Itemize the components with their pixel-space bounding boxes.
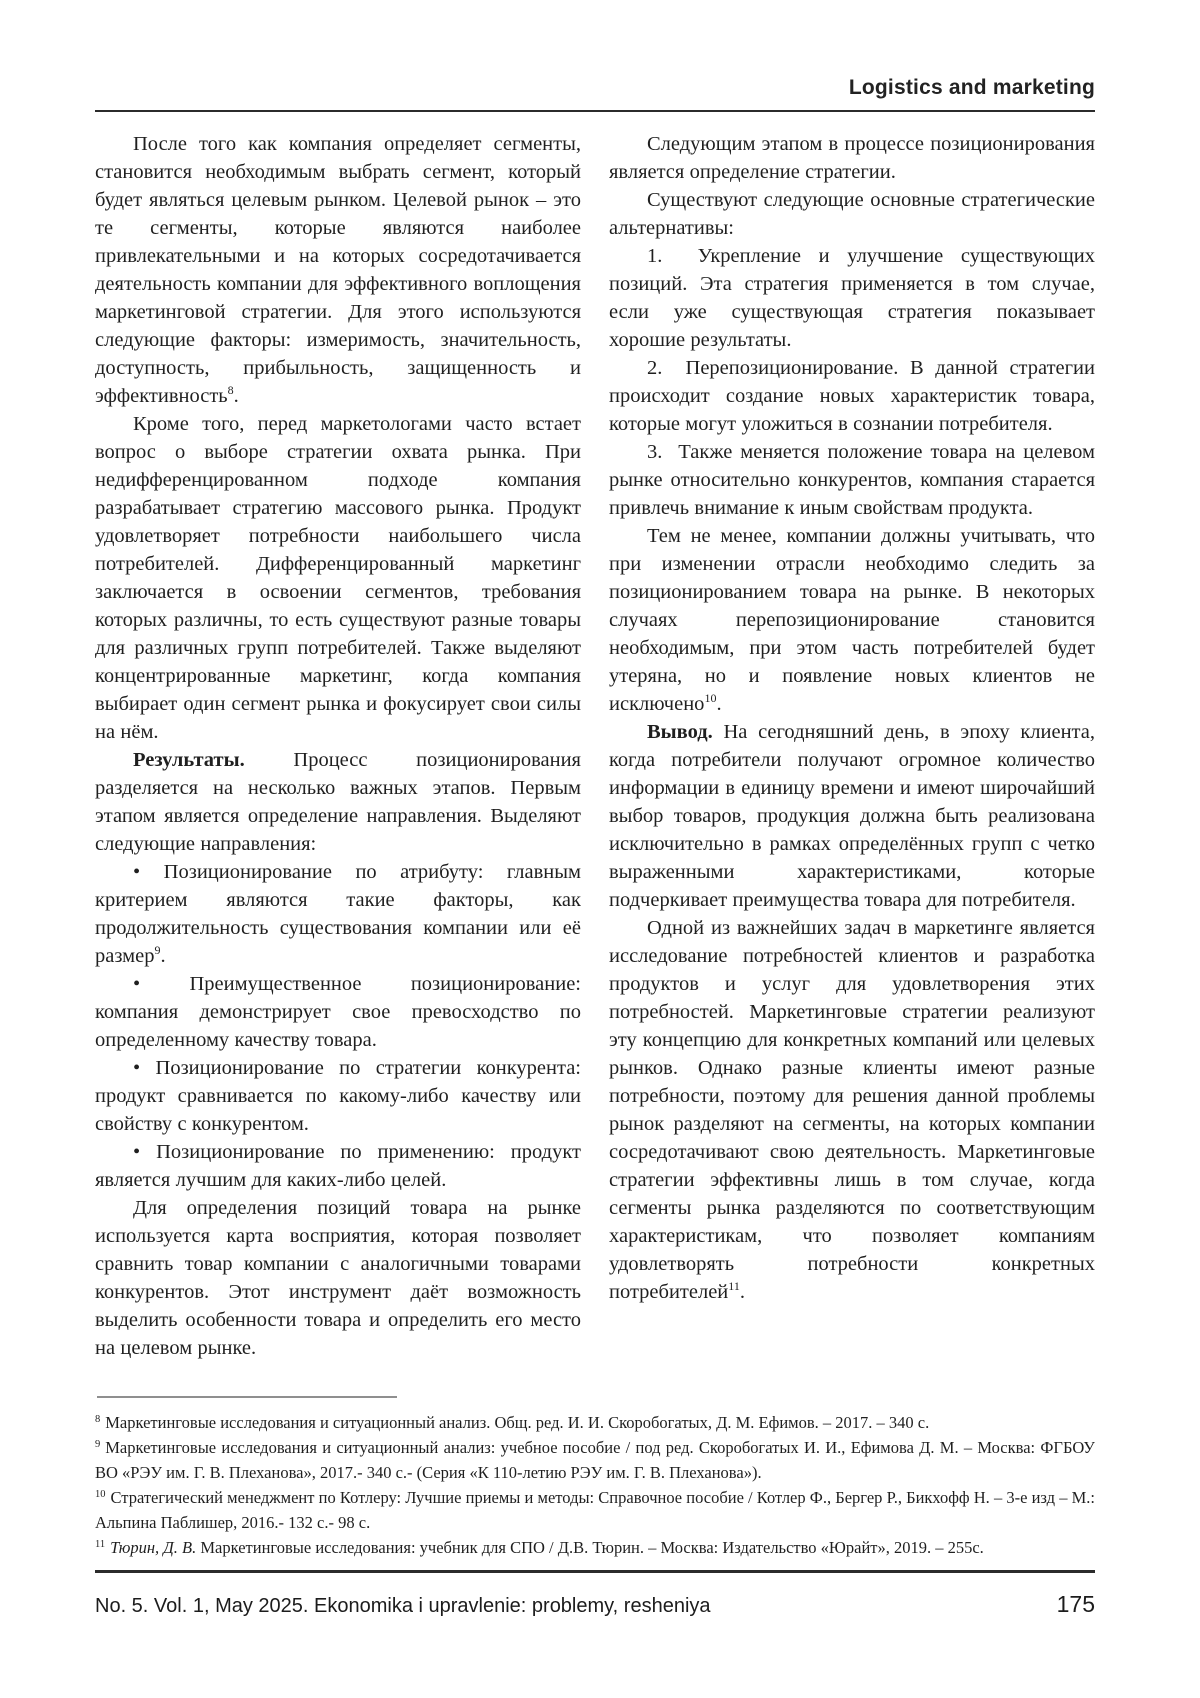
- text-run: Стратегический менеджмент по Котлеру: Лучшие приемы и методы: Справочное пособие / Котлер Ф., Бергер Р., Бикхофф Н. – 3-е изд – М.: Альпина Паблишер, 2016.- 132 с.- 98 с.: [95, 1488, 1095, 1532]
- footnote-marker: 9: [95, 1438, 101, 1450]
- footnote-separator: [97, 1396, 397, 1398]
- text-run: 1. Укрепление и улучшение существующих позиций. Эта стратегия применяется в том случае, если уже существующая стратегия показывает хорошие результаты.: [609, 245, 1095, 351]
- footnotes: [95, 1410, 1095, 1560]
- paragraph: [95, 1138, 581, 1194]
- header-rule: [95, 110, 1095, 112]
- paragraph: [609, 438, 1095, 522]
- text-run: Кроме того, перед маркетологами часто встает вопрос о выборе стратегии охвата рынка. При недифференцированном подходе компания разрабатывает стратегию массового рынка. Продукт удовлетворяет потребности наибольшего числа потребителей. Дифференцированный маркетинг заключается в освоении сегментов, требования которых различны, то есть существуют разные товары для различных групп потребителей. Также выделяют концентрированные маркетинг, когда компания выбирает один сегмент рынка и фокусирует свои силы на нём.: [95, 413, 581, 743]
- paragraph: [95, 410, 581, 746]
- text-run: Существуют следующие основные стратегические альтернативы:: [609, 189, 1095, 239]
- article-body: [95, 130, 1095, 1362]
- text-run: 2. Перепозиционирование. В данной стратегии происходит создание новых характеристик товара, которые могут уложиться в сознании потребителя.: [609, 357, 1095, 435]
- issue-line: No. 5. Vol. 1, May 2025. Ekonomika i upravlenie: problemy, resheniya: [95, 1595, 711, 1617]
- text-run: 3. Также меняется положение товара на целевом рынке относительно конкурентов, компания старается привлечь внимание к иным свойствам продукта.: [609, 441, 1095, 519]
- footnote-ref: 8: [227, 383, 234, 398]
- text-run: Маркетинговые исследования: учебник для СПО / Д.В. Тюрин. – Москва: Издательство «Юрайт», 2019. – 255с.: [196, 1538, 984, 1557]
- paragraph: [95, 1054, 581, 1138]
- footnote-ref: 9: [154, 943, 161, 958]
- right-column: [609, 130, 1095, 1362]
- paragraph: [609, 242, 1095, 354]
- text-run: • Позиционирование по атрибуту: главным критерием являются такие факторы, как продолжительность существования компании или её размер: [95, 861, 581, 967]
- page-footer: [95, 1570, 1095, 1618]
- text-run: Тем не менее, компании должны учитывать, что при изменении отрасли необходимо следить за позиционированием товара на рынке. В некоторых случаях перепозиционирование становится необходимым, при этом часть потребителей будет утеряна, но и появление новых клиентов не исключено: [609, 525, 1095, 715]
- paragraph: [609, 354, 1095, 438]
- text-run: .: [716, 693, 722, 715]
- footnote-marker: 10: [95, 1488, 106, 1500]
- text-run: На сегодняшний день, в эпоху клиента, когда потребители получают огромное количество информации в единицу времени и имеют широчайший выбор товаров, продукция должна быть реализована исключительно в рамках определённых групп с четко выраженными характеристиками, которые подчеркивает преимущества товара для потребителя.: [609, 721, 1095, 911]
- text-run: .: [160, 945, 166, 967]
- footnote: [95, 1485, 1095, 1535]
- paragraph: [609, 130, 1095, 186]
- paragraph: [95, 746, 581, 858]
- paragraph: [95, 1194, 581, 1362]
- text-run: Маркетинговые исследования и ситуационный анализ: учебное пособие / под ред. Скоробогатых И. И., Ефимова Д. М. – Москва: ФГБОУ ВО «РЭУ им. Г. В. Плеханова», 2017.- 340 с.- (Серия «К 110-летию РЭУ им. Г. В. Плеханова»).: [95, 1438, 1095, 1482]
- paragraph: [95, 970, 581, 1054]
- text-run: Тюрин, Д. В.: [110, 1538, 197, 1557]
- text-run: Результаты.: [133, 749, 245, 771]
- paragraph: [609, 914, 1095, 1306]
- text-run: Процесс позиционирования разделяется на несколько важных этапов. Первым этапом является определение направления. Выделяют следующие направления:: [95, 749, 581, 855]
- paragraph: [609, 186, 1095, 242]
- text-run: • Позиционирование по применению: продукт является лучшим для каких-либо целей.: [95, 1141, 581, 1191]
- paragraph: [609, 718, 1095, 914]
- paragraph: [609, 522, 1095, 718]
- paragraph: [95, 858, 581, 970]
- footnote-ref: 10: [704, 691, 717, 706]
- page-number: 175: [1056, 1591, 1095, 1617]
- footnote: [95, 1435, 1095, 1485]
- text-run: Вывод.: [647, 721, 713, 743]
- footnote-ref: 11: [728, 1279, 740, 1294]
- running-head-title: Logistics and marketing: [848, 76, 1095, 99]
- text-run: • Позиционирование по стратегии конкурента: продукт сравнивается по какому-либо качеству или свойству с конкурентом.: [95, 1057, 581, 1135]
- text-run: После того как компания определяет сегменты, становится необходимым выбрать сегмент, который будет являться целевым рынком. Целевой рынок – это те сегменты, которые являются наиболее привлекательными и на которых сосредотачивается деятельность компании для эффективного воплощения маркетинговой стратегии. Для этого используются следующие факторы: измеримость, значительность, доступность, прибыльность, защищенность и эффективность: [95, 133, 581, 407]
- paragraph: [95, 130, 581, 410]
- footnote-marker: 8: [95, 1413, 101, 1425]
- text-run: Маркетинговые исследования и ситуационный анализ. Общ. ред. И. И. Скоробогатых, Д. М. Ефимов. – 2017. – 340 с.: [105, 1413, 930, 1432]
- text-run: Для определения позиций товара на рынке используется карта восприятия, которая позволяет сравнить товар компании с аналогичными товарами конкурентов. Этот инструмент даёт возможность выделить особенности товара и определить его место на целевом рынке.: [95, 1197, 581, 1359]
- running-head: [0, 0, 1200, 100]
- footnote: [95, 1535, 1095, 1560]
- text-run: • Преимущественное позиционирование: компания демонстрирует свое превосходство по определенному качеству товара.: [95, 973, 581, 1051]
- text-run: .: [739, 1281, 745, 1303]
- text-run: .: [233, 385, 239, 407]
- footnote-marker: 11: [95, 1538, 106, 1550]
- left-column: [95, 130, 581, 1362]
- text-run: Одной из важнейших задач в маркетинге является исследование потребностей клиентов и разработка продуктов и услуг для удовлетворения этих потребностей. Маркетинговые стратегии реализуют эту концепцию для конкретных компаний или целевых рынков. Однако разные клиенты имеют разные потребности, поэтому для решения данной проблемы рынок разделяют на сегменты, на которых компании сосредотачивают свою деятельность. Маркетинговые стратегии эффективны лишь в том случае, когда сегменты рынка разделяются по соответствующим характеристикам, что позволяет компаниям удовлетворять потребности конкретных потребителей: [609, 917, 1095, 1303]
- footnote: [95, 1410, 1095, 1435]
- text-run: Следующим этапом в процессе позиционирования является определение стратегии.: [609, 133, 1095, 183]
